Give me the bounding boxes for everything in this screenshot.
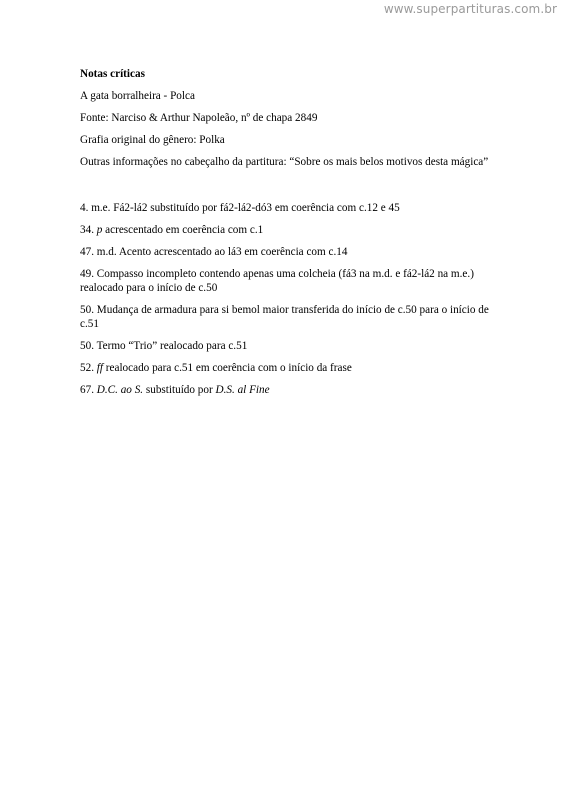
note-number: 47.: [80, 246, 94, 258]
piece-title: A gata borralheira - Polca: [80, 90, 195, 102]
note-text: acrescentado em coerência com c.1: [102, 224, 264, 236]
original-spelling-line: Grafia original do gênero: Polka: [80, 134, 225, 146]
note-italic-term: D.S. al Fine: [215, 384, 270, 396]
note-number: 34.: [80, 224, 94, 236]
note-text: substituído por: [143, 384, 216, 396]
spacer: [80, 177, 500, 201]
note-italic-term: ff: [96, 362, 103, 374]
note-text: Termo “Trio” realocado para c.51: [96, 340, 248, 352]
note-item: [80, 223, 500, 237]
note-item: [80, 383, 500, 397]
note-item: [80, 303, 500, 331]
watermark: www.superpartituras.com.br: [383, 2, 557, 16]
note-italic-term: D.C. ao S.: [96, 384, 144, 396]
note-number: 49.: [80, 268, 94, 280]
note-text: Mudança de armadura para si bemol maior transferida do início de c.50 para o início de c.51: [80, 304, 489, 330]
note-item: [80, 361, 500, 375]
note-text: m.e. Fá2-lá2 substituído por fá2-lá2-dó3 em coerência com c.12 e 45: [91, 202, 400, 214]
note-item: [80, 245, 500, 259]
note-text: realocado para c.51 em coerência com o início da frase: [103, 362, 352, 374]
note-item: [80, 339, 500, 353]
note-number: 50.: [80, 340, 94, 352]
note-number: 67.: [80, 384, 94, 396]
note-text: Compasso incompleto contendo apenas uma colcheia (fá3 na m.d. e fá2-lá2 na m.e.) realocado para o início de c.50: [80, 268, 474, 294]
note-number: 50.: [80, 304, 94, 316]
critical-notes: [80, 67, 500, 405]
note-item: [80, 267, 500, 295]
source-line: Fonte: Narciso & Arthur Napoleão, nº de chapa 2849: [80, 112, 318, 124]
other-info-line: Outras informações no cabeçalho da partitura: “Sobre os mais belos motivos desta mágica”: [80, 156, 489, 168]
page-title: Notas críticas: [80, 68, 145, 80]
note-italic-term: p: [96, 224, 103, 236]
note-text: m.d. Acento acrescentado ao lá3 em coerência com c.14: [96, 246, 348, 258]
note-number: 4.: [80, 202, 89, 214]
note-item: [80, 201, 500, 215]
note-number: 52.: [80, 362, 94, 374]
